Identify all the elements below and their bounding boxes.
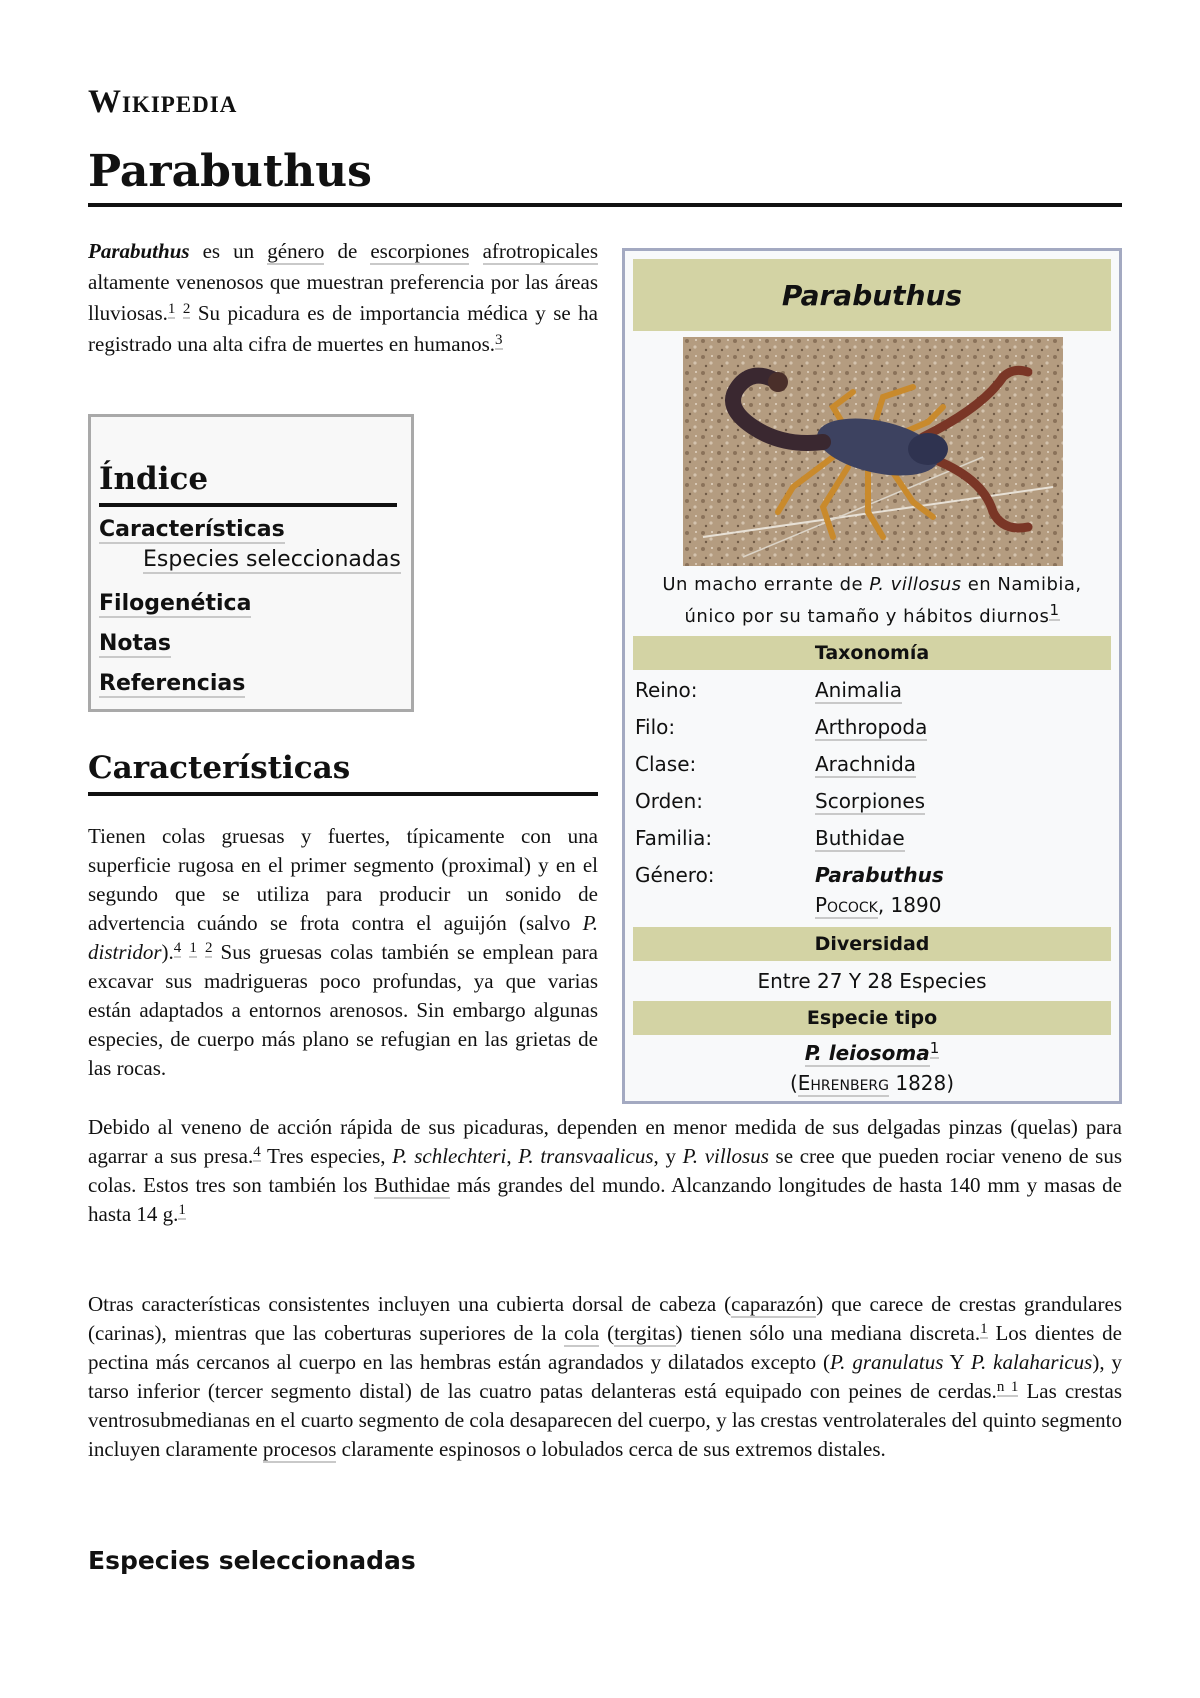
text: Tienen colas gruesas y fuertes, típicamente con una superficie rugosa en el primer segmento (proximal) y en el segundo que se utiliza para producir un sonido de advertencia cuándo se frota contra el aguijón (salvo [88, 824, 598, 935]
link-buthidae[interactable]: Buthidae [374, 1173, 451, 1197]
ref-link[interactable]: 2 [204, 940, 213, 956]
text: altamente venenosos que muestran preferencia por las áreas lluviosas. [88, 270, 598, 325]
ref-link[interactable]: 1 [980, 1321, 988, 1337]
scorpion-photo[interactable] [683, 337, 1063, 566]
image-caption [633, 569, 1111, 633]
ref-link[interactable]: 4 [173, 940, 182, 956]
link-afrotropicales[interactable]: afrotropicales [482, 239, 599, 263]
rank-label: Reino: [635, 678, 698, 702]
text: ) tienen sólo una mediana discreta. [675, 1321, 981, 1345]
text: Su picadura es de importancia médica y se ha registrado una alta cifra de muertes en humanos. [88, 301, 599, 356]
type-species [633, 1041, 1111, 1065]
page-title: Parabuthus [88, 146, 1122, 207]
type-authority [633, 1071, 1111, 1095]
link-procesos[interactable]: procesos [262, 1437, 337, 1461]
rank-label: Género: [635, 863, 715, 887]
ref-link[interactable]: 1 [929, 1039, 940, 1057]
subsection-heading: Especies seleccionadas [88, 1546, 416, 1575]
text: ), y tarso inferior (tercer segmento distal) de las cuatro patas delanteras está equipado con peines de cerdas. [88, 1350, 1123, 1403]
text: 1828) [889, 1071, 955, 1095]
toc-item-notas[interactable]: Notas [99, 631, 171, 656]
link-escorpiones[interactable]: escorpiones [370, 239, 470, 263]
toc-item-referencias[interactable]: Referencias [99, 671, 246, 696]
ref-link[interactable]: 4 [253, 1144, 261, 1160]
ref-link[interactable]: 1 [1049, 601, 1060, 619]
link-cola[interactable]: cola [564, 1321, 600, 1345]
text: de [324, 239, 371, 263]
text: es un [189, 239, 268, 263]
species-name: P. kalaharicus [970, 1350, 1093, 1374]
rank-value-link[interactable]: Arthropoda [815, 715, 928, 739]
link-genero[interactable]: género [267, 239, 325, 263]
intro-paragraph [88, 236, 598, 360]
toc-title: Índice [99, 461, 397, 507]
table-of-contents [88, 414, 414, 712]
ref-link[interactable]: n 1 [996, 1379, 1019, 1395]
type-species-header: Especie tipo [633, 1001, 1111, 1035]
link-caparazon[interactable]: caparazón [731, 1292, 817, 1316]
toc-item-caracteristicas[interactable]: Características [99, 517, 285, 542]
ref-link[interactable]: 1 [178, 1202, 186, 1218]
text: Sus gruesas colas también se emplean para excavar sus madrigueras poco profundas, ya que varias están adaptados a entornos arenosos. Sin embargo algunas especies, de cuerpo más plano se refugian en las grietas de las rocas. [88, 940, 598, 1080]
taxonomy-header: Taxonomía [633, 636, 1111, 670]
rank-value-link[interactable]: Arachnida [815, 752, 917, 776]
authority [815, 893, 941, 917]
species-name: P. distridor [88, 911, 598, 964]
toc-item-especies-seleccionadas[interactable]: Especies seleccionadas [143, 547, 401, 572]
type-species-link[interactable]: P. leiosoma [804, 1041, 930, 1065]
rank-label: Familia: [635, 826, 713, 850]
authority-link[interactable]: Ehrenberg [797, 1071, 889, 1095]
ref-link[interactable]: 1 [167, 301, 176, 317]
genus-value: Parabuthus [815, 863, 944, 887]
text: más grandes del mundo. Alcanzando longitudes de hasta 140 mm y masas de hasta 14 g. [88, 1173, 1122, 1226]
text: Debido al veneno de acción rápida de sus picaduras, dependen en menor medida de sus delgadas pinzas (quelas) para agarrar a sus presa. [88, 1115, 1122, 1168]
toc-item-filogenetica[interactable]: Filogenética [99, 591, 252, 616]
text: Los dientes de pectina más cercanos al cuerpo en las hembras están agrandados y dilatados excepto ( [88, 1321, 1122, 1374]
rank-value-link[interactable]: Buthidae [815, 826, 905, 850]
rank-value-link[interactable]: Animalia [815, 678, 903, 702]
text: , 1890 [877, 893, 942, 917]
rank-label: Filo: [635, 715, 676, 739]
text: Y [943, 1350, 971, 1374]
link-tergitas[interactable]: tergitas [614, 1321, 676, 1345]
text: ( [599, 1321, 615, 1345]
ref-link[interactable]: 1 [189, 940, 197, 956]
text: claramente espinosos o lobulados cerca de sus extremos distales. [336, 1437, 886, 1461]
rank-label: Orden: [635, 789, 704, 813]
species-name: P. transvaalicus [518, 1144, 654, 1168]
text: único por su tamaño y hábitos diurnos [684, 606, 1050, 627]
lead-term: Parabuthus [88, 239, 190, 263]
paragraph [88, 822, 598, 1083]
text: se cree que pueden rociar veneno de sus colas. Estos tres son también los [88, 1144, 1122, 1197]
text: ( [789, 1071, 798, 1095]
text: , [506, 1144, 519, 1168]
rank-value-link[interactable]: Scorpiones [815, 789, 926, 813]
diversity-header: Diversidad [633, 927, 1111, 961]
taxobox-title: Parabuthus [633, 259, 1111, 331]
paragraph [88, 1290, 1122, 1464]
text: en Namibia, [961, 574, 1082, 595]
authority-link[interactable]: Pocock [815, 893, 878, 917]
species-name: P. villosus [682, 1144, 769, 1168]
rank-label: Clase: [635, 752, 697, 776]
diversity-text: Entre 27 Y 28 Especies [757, 969, 987, 993]
text: Otras características consistentes incluyen una cubierta dorsal de cabeza ( [88, 1292, 732, 1316]
ref-link[interactable]: 2 [182, 301, 191, 317]
text: , y [653, 1144, 683, 1168]
text: Las crestas ventrosubmedianas en el cuarto segmento de cola desaparecen del cuerpo, y las crestas ventrolaterales del quinto segmento incluyen claramente [88, 1379, 1122, 1461]
species-name: P. villosus [869, 574, 962, 595]
text: ). [161, 940, 174, 964]
ref-link[interactable]: 3 [495, 332, 503, 348]
text: ) que carece de crestas grandulares (carinas), mientras que las coberturas superiores de la [88, 1292, 1122, 1345]
text: Tres especies, [260, 1144, 393, 1168]
section-heading: Características [88, 750, 598, 796]
text [469, 239, 482, 263]
species-name: P. granulatus [830, 1350, 944, 1374]
species-name: P. schlechteri [392, 1144, 507, 1168]
wikipedia-logo: Wikipedia [88, 84, 238, 120]
paragraph [88, 1113, 1122, 1229]
taxobox [622, 248, 1122, 1104]
text: Un macho errante de [662, 574, 870, 595]
